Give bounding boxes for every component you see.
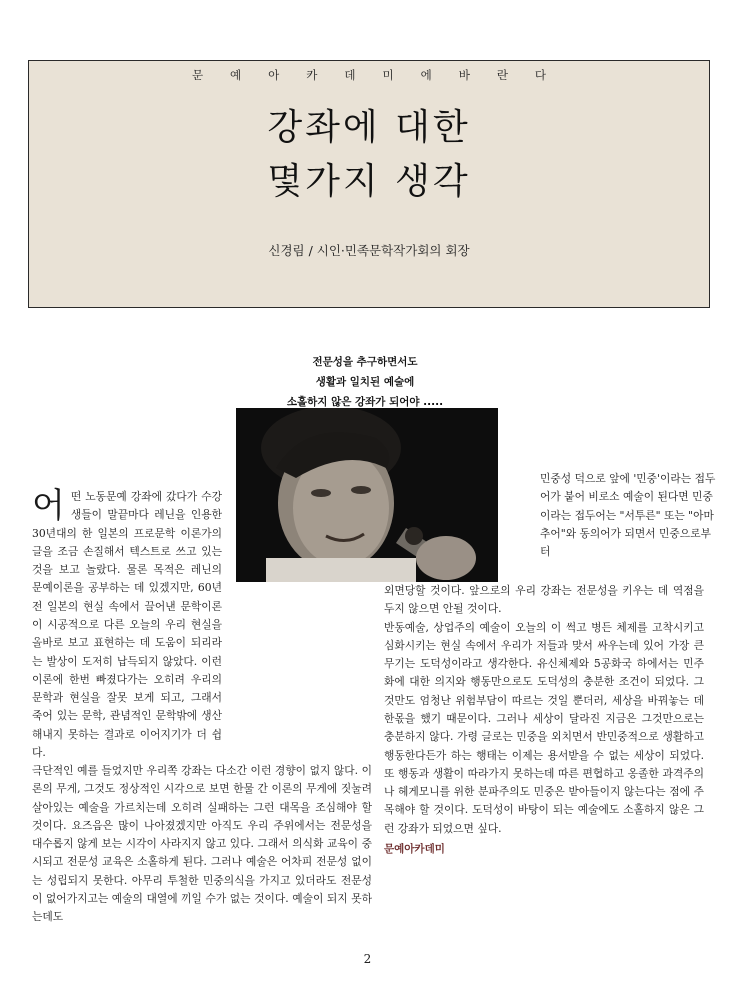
page-number: 2: [363, 952, 372, 966]
right-column: [384, 582, 704, 858]
author-byline: 신경림 / 시인·민족문학작가회의 회장: [268, 243, 470, 258]
series-kicker: 문예아카데미에바란다: [191, 68, 574, 82]
signature: 문예아카데미: [384, 842, 445, 855]
title-line-1: 강좌에 대한: [267, 107, 471, 148]
title-line-2: 몇가지 생각: [267, 161, 471, 202]
right-paragraph-2: 반동예술, 상업주의 예술이 오늘의 이 썩고 병든 체제를 고착시키고 심화시키는 현실 속에서 우리가 저들과 맞서 싸우는데 있어 가장 큰 무기는 도덕성이라고 생각한다. 유신체제와 5공화국 하에서는 민주화에 대한 의지와 행동만으로도 도덕성의 충분한 조건이 되었다. 그것만도 엄청난 위험부담이 따르는 것일 뿐더러, 세상을 바꿔놓는 데 한몫을 했기 때문이다. 그러나 세상이 달라진 지금은 그것만으로는 충분하지 않다. 가령 글로는 민중을 외치면서 반민중적으로 생활하고 행동한다든가 하는 행태는 이제는 용서받을 수 없는 세상이 되었다. 또 행동과 생활이 따라가지 못하는데 따른 편협하고 옹졸한 과격주의나 헤게모니를 위한 분파주의도 민중은 받아들이지 않는다는 점에 주목해야 할 것이다. 도덕성이 바탕이 되는 예술에도 소홀하지 않은 그런 강좌가 되었으면 싶다.: [384, 620, 704, 835]
left-column: [32, 488, 372, 762]
paragraph-1-text: 떤 노동문예 강좌에 갔다가 수강생들이 말끝마다 레닌을 인용한 30년대의 한 일본의 프로문학 이론가의 글을 조금 손질해서 텍스트로 쓰고 있는 것을 보고 놀랐다. 물론 목적은 레닌의 문예이론을 공부하는 데 있겠지만, 60년 전 일본의 현실 속에서 끌어낸 문학이론이 시공적으로 다른 오늘의 우리 현실을 올바로 보고 표현하는 데 도움이 되리라는 발상이 도저히 납득되지 않았다. 이런 이론에 한번 빠졌다가는 오히려 우리의 문학과 현실을 잘못 보게 되고, 그래서 죽어 있는 문학, 관념적인 문학밖에 생산해내지 못하는 결과로 이어지기가 더 쉽다.: [32, 490, 222, 759]
pull-quote-line-2: 생활과 일치된 예술에: [315, 376, 415, 388]
right-top-column: 민중성 덕으로 앞에 '민중'이라는 접두어가 붙어 비로소 예술이 된다면 민중이라는 접두어는 "서투른" 또는 "아마추어"와 동의어가 되면서 민중으로부터: [540, 472, 716, 559]
article-title: [29, 101, 709, 209]
drop-cap: 어: [32, 486, 65, 526]
article-header: [28, 60, 710, 308]
pull-quote-line-3: 소홀하지 않은 강좌가 되어야 .....: [286, 396, 444, 408]
pull-quote: [230, 352, 500, 412]
paragraph-1: [32, 488, 372, 762]
pull-quote-line-1: 전문성을 추구하면서도: [312, 356, 418, 368]
paragraph-2: 극단적인 예를 들었지만 우리쪽 강좌는 다소간 이런 경향이 없지 않다. 이론의 무게, 그것도 정상적인 시각으로 보면 한물 간 이론의 무게에 짓눌려 살아있는 예술을 가르치는데 오히려 실패하는 그런 대목을 조심해야 할 것이다. 요즈음은 많이 나아졌겠지만 아직도 우리 주위에서는 전문성을 대수롭지 않게 보는 시각이 사라지지 않고 있다. 그래서 의식화 교육이 중시되고 전문성 교육은 소홀하게 된다. 그러나 예술은 어차피 전문성 없이는 성립되지 못한다. 아무리 투철한 민중의식을 가지고 있더라도 전문성이 없어가지고는 예술의 대열에 끼일 수가 없는 것이다. 예술이 되지 못하는데도: [32, 764, 372, 924]
right-paragraph-1: 외면당할 것이다. 앞으로의 우리 강좌는 전문성을 키우는 데 역점을 두지 않으면 안될 것이다.: [384, 584, 704, 616]
left-lower-column: [32, 762, 372, 927]
